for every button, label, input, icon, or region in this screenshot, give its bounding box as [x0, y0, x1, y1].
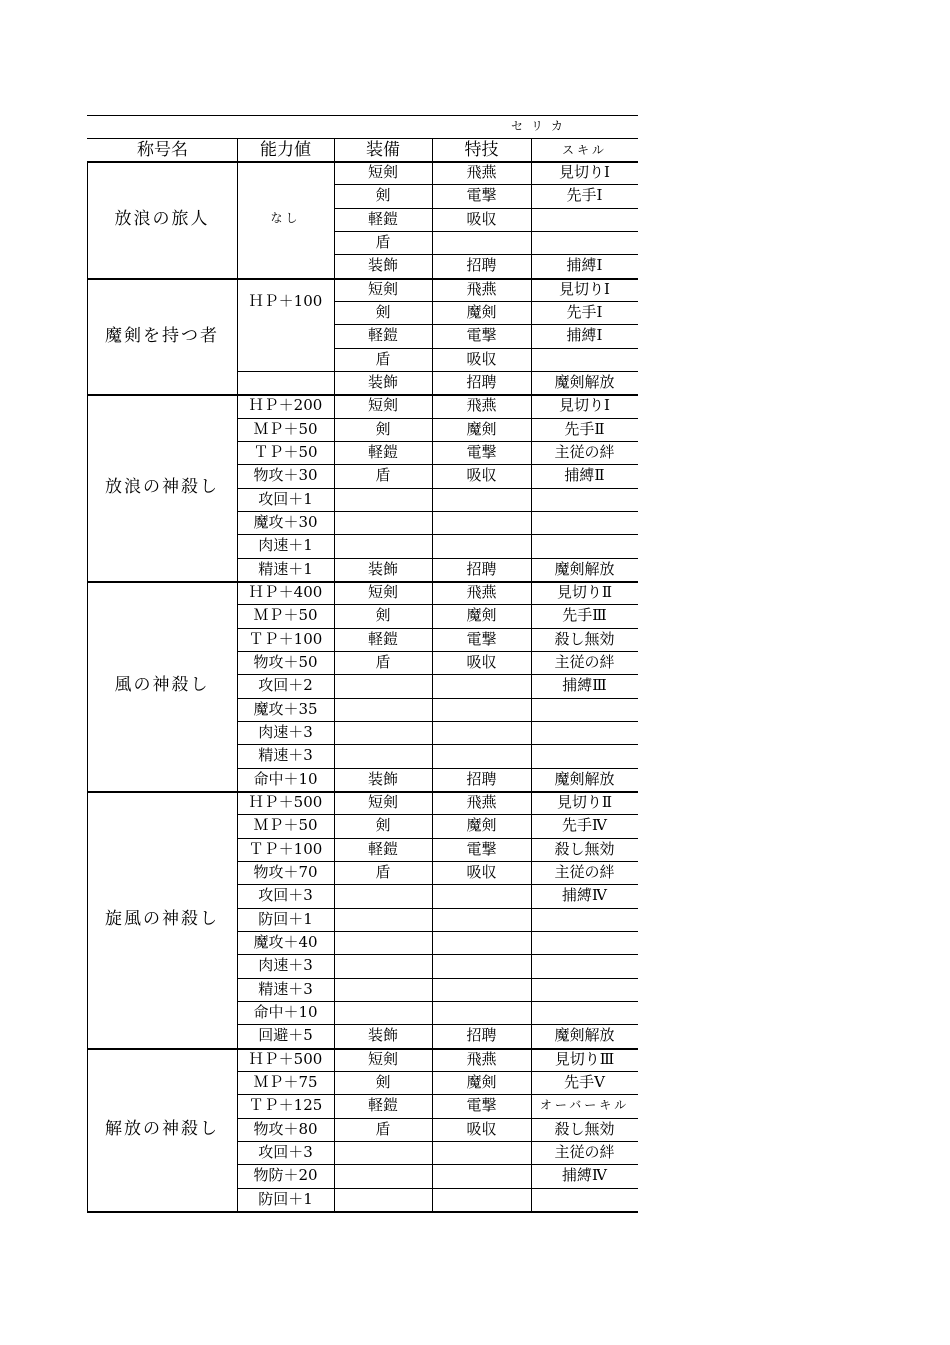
equipment-cell: 盾: [375, 1119, 391, 1138]
col-divider: [334, 161, 335, 278]
equipment-cell: 軽鎧: [367, 1096, 398, 1115]
stat-cell: 精速＋1: [258, 559, 313, 578]
row-border: [334, 534, 638, 535]
equipment-cell: 剣: [375, 302, 391, 321]
stat-row-border: [237, 558, 334, 559]
special-cell: 招聘: [466, 1026, 497, 1045]
equipment-cell: 短剣: [367, 1049, 398, 1068]
row-border: [334, 838, 638, 839]
header-title-name: 称号名: [137, 140, 188, 160]
equipment-cell: [334, 1001, 432, 1024]
skill-cell: 主従の絆: [554, 442, 615, 461]
special-cell: [432, 1001, 531, 1024]
stat-cell: 攻回＋2: [258, 676, 313, 695]
equipment-cell: 軽鎧: [367, 839, 398, 858]
table-left-border: [87, 791, 88, 1048]
col-divider: [237, 161, 238, 278]
stat-cell: 物攻＋30: [253, 466, 318, 485]
stat-row-border: [237, 861, 334, 862]
stat-cell: 物攻＋50: [253, 652, 318, 671]
equipment-cell: [334, 978, 432, 1001]
equipment-cell: 剣: [375, 186, 391, 205]
skill-cell: [531, 348, 638, 371]
equipment-cell: 装飾: [367, 769, 398, 788]
col-divider: [531, 1048, 532, 1211]
special-cell: [432, 978, 531, 1001]
stat-row-border: [237, 884, 334, 885]
stat-row-border: [237, 1118, 334, 1119]
special-cell: 招聘: [466, 559, 497, 578]
title-name: 解放の神殺し: [105, 1118, 219, 1139]
row-border: [334, 744, 638, 745]
row-border: [334, 184, 638, 185]
equipment-cell: 盾: [375, 466, 391, 485]
stat-cell: なし: [270, 211, 301, 225]
stat-cell: 攻回＋1: [258, 489, 313, 508]
col-divider: [334, 791, 335, 1048]
stat-cell: ＭＰ＋50: [253, 419, 318, 438]
row-border: [334, 931, 638, 932]
table-left-border: [87, 581, 88, 791]
equipment-cell: [334, 534, 432, 557]
row-border: [334, 674, 638, 675]
special-cell: [432, 698, 531, 721]
row-border: [334, 698, 638, 699]
stat-cell: ＴＰ＋100: [248, 839, 323, 858]
special-cell: 飛燕: [466, 396, 497, 415]
row-border: [334, 1141, 638, 1142]
stat-row-border: [237, 604, 334, 605]
special-cell: 飛燕: [466, 279, 497, 298]
row-border: [334, 721, 638, 722]
col-divider: [237, 791, 238, 1048]
row-border: [334, 488, 638, 489]
stat-cell: ＭＰ＋75: [253, 1072, 318, 1091]
row-border: [334, 814, 638, 815]
stat-cell: ＴＰ＋50: [253, 442, 318, 461]
title-name: 旋風の神殺し: [105, 908, 219, 929]
stat-cell: 攻回＋3: [258, 1142, 313, 1161]
skill-cell: 捕縛Ⅰ: [566, 326, 603, 345]
skill-cell: 先手Ⅴ: [564, 1072, 605, 1091]
title-name: 風の神殺し: [114, 674, 210, 695]
special-cell: 魔剣: [466, 1072, 497, 1091]
row-border: [334, 978, 638, 979]
stat-row-border: [237, 464, 334, 465]
equipment-cell: 短剣: [367, 163, 398, 181]
stat-row-border: [237, 1001, 334, 1002]
special-cell: [432, 1164, 531, 1187]
special-cell: 魔剣: [466, 816, 497, 835]
equipment-cell: 軽鎧: [367, 209, 398, 228]
equipment-cell: 盾: [375, 652, 391, 671]
special-cell: [432, 674, 531, 697]
skill-cell: 先手Ⅳ: [562, 816, 607, 835]
stat-row-border: [237, 674, 334, 675]
row-border: [334, 324, 638, 325]
special-cell: [432, 931, 531, 954]
stat-row-border: [237, 1071, 334, 1072]
equipment-cell: 短剣: [367, 279, 398, 298]
row-border: [334, 1024, 638, 1025]
skill-cell: [531, 208, 638, 231]
col-divider: [432, 161, 433, 278]
special-cell: 飛燕: [466, 582, 497, 601]
equipment-cell: 短剣: [367, 582, 398, 601]
row-border: [334, 1118, 638, 1119]
stat-cell: 物防＋20: [253, 1166, 318, 1185]
stat-cell: 魔攻＋40: [253, 932, 318, 951]
equipment-cell: [334, 674, 432, 697]
stat-cell: ＴＰ＋100: [248, 629, 323, 648]
equipment-cell: 装飾: [367, 559, 398, 578]
stat-cell: 物攻＋80: [253, 1119, 318, 1138]
special-cell: [432, 1188, 531, 1211]
stat-row-border: [237, 1094, 334, 1095]
skill-cell: 主従の絆: [554, 652, 615, 671]
equipment-cell: [334, 744, 432, 767]
skill-cell: 殺し無効: [554, 1119, 615, 1138]
row-border: [334, 371, 638, 372]
equipment-cell: 装飾: [367, 372, 398, 391]
skill-cell: 捕縛Ⅰ: [566, 256, 603, 275]
row-border: [334, 954, 638, 955]
stat-row-border: [237, 1024, 334, 1025]
special-cell: 招聘: [466, 256, 497, 275]
row-border: [334, 1164, 638, 1165]
special-cell: [432, 884, 531, 907]
row-border: [334, 1071, 638, 1072]
equipment-cell: [334, 931, 432, 954]
col-divider: [334, 1048, 335, 1211]
skill-cell: 主従の絆: [554, 1142, 615, 1161]
stat-cell: 命中＋10: [253, 1002, 318, 1021]
row-border: [334, 254, 638, 255]
title-name: 放浪の旅人: [114, 209, 210, 229]
skill-cell: [531, 1001, 638, 1024]
skill-cell: [531, 721, 638, 744]
stat-cell: ＨＰ＋500: [248, 1049, 323, 1068]
skill-cell: 魔剣解放: [554, 559, 615, 578]
equipment-cell: [334, 511, 432, 534]
stat-cell: 肉速＋3: [258, 956, 313, 975]
special-cell: [432, 744, 531, 767]
row-border: [334, 208, 638, 209]
row-border: [334, 418, 638, 419]
stat-row-border: [237, 744, 334, 745]
skill-cell: [531, 1188, 638, 1211]
equipment-cell: 軽鎧: [367, 442, 398, 461]
row-border: [334, 511, 638, 512]
stat-row-border: [237, 908, 334, 909]
skill-cell: 捕縛Ⅳ: [562, 886, 607, 905]
row-border: [334, 1188, 638, 1189]
col-divider: [237, 394, 238, 581]
col-divider: [432, 791, 433, 1048]
stat-row-border: [237, 488, 334, 489]
special-cell: 吸収: [466, 466, 497, 485]
stat-row-border: [237, 814, 334, 815]
skill-cell: 見切りⅠ: [559, 163, 610, 181]
character-name: セリカ: [511, 119, 571, 133]
group-border: [87, 1211, 638, 1213]
row-border: [334, 604, 638, 605]
col-divider: [432, 278, 433, 395]
skill-cell: 捕縛Ⅳ: [562, 1166, 607, 1185]
stat-row-border: [237, 978, 334, 979]
col-divider: [334, 278, 335, 395]
row-border: [334, 301, 638, 302]
table-left-border: [87, 278, 88, 395]
stat-cell: 魔攻＋35: [253, 699, 318, 718]
equipment-cell: 装飾: [367, 256, 398, 275]
stat-cell: ＨＰ＋400: [248, 582, 323, 601]
special-cell: 電撃: [466, 629, 497, 648]
equipment-cell: 剣: [375, 419, 391, 438]
equipment-cell: [334, 1188, 432, 1211]
skill-cell: 魔剣解放: [554, 372, 615, 391]
special-cell: 電撃: [466, 326, 497, 345]
skill-cell: 主従の絆: [554, 862, 615, 881]
header-skill: スキル: [562, 143, 607, 157]
stat-row-border: [237, 721, 334, 722]
stat-cell: 魔攻＋30: [253, 512, 318, 531]
skill-cell: [531, 698, 638, 721]
skill-cell: 先手Ⅰ: [566, 302, 603, 321]
stat-cell: ＭＰ＋50: [253, 816, 318, 835]
equipment-cell: [334, 721, 432, 744]
special-cell: [432, 488, 531, 511]
special-cell: 魔剣: [466, 302, 497, 321]
col-divider: [334, 394, 335, 581]
stat-row-border: [237, 628, 334, 629]
stat-row-border: [237, 931, 334, 932]
stat-cell: ＨＰ＋100: [248, 291, 323, 310]
equipment-cell: [334, 1164, 432, 1187]
stat-cell: ＴＰ＋125: [248, 1096, 323, 1115]
col-divider: [432, 1048, 433, 1211]
stat-row-border: [237, 418, 334, 419]
title-row-border: [87, 138, 638, 139]
equipment-cell: 盾: [375, 862, 391, 881]
stat-row-border: [237, 838, 334, 839]
row-border: [334, 1094, 638, 1095]
skill-cell: 見切りⅠ: [559, 279, 610, 298]
special-cell: 飛燕: [466, 1049, 497, 1068]
col-divider: [237, 581, 238, 791]
table-left-border: [87, 161, 88, 278]
stat-row-border: [237, 698, 334, 699]
equipment-cell: [334, 1141, 432, 1164]
special-cell: 飛燕: [466, 163, 497, 181]
stat-row-border: [237, 1164, 334, 1165]
special-cell: 電撃: [466, 839, 497, 858]
header-col-divider: [237, 138, 238, 161]
stat-cell: ＨＰ＋500: [248, 792, 323, 811]
skill-cell: [531, 978, 638, 1001]
row-border: [334, 768, 638, 769]
skill-cell: 見切りⅠ: [559, 396, 610, 415]
sheet-title: [87, 115, 638, 138]
skill-cell: [531, 231, 638, 254]
stat-row-border: [237, 954, 334, 955]
stat-row-border: [237, 651, 334, 652]
col-divider: [531, 791, 532, 1048]
stat-cell: ＭＰ＋50: [253, 606, 318, 625]
equipment-cell: [334, 908, 432, 931]
special-cell: 吸収: [466, 1119, 497, 1138]
row-border: [334, 628, 638, 629]
stat-cell: 肉速＋1: [258, 536, 313, 555]
special-cell: 吸収: [466, 652, 497, 671]
stat-cell: 命中＋10: [253, 769, 318, 788]
skill-cell: [531, 488, 638, 511]
equipment-cell: 短剣: [367, 792, 398, 811]
header-stats: 能力値: [260, 140, 311, 160]
header-equipment: 装備: [366, 140, 400, 160]
equipment-cell: 盾: [375, 349, 391, 368]
stat-row-border: [237, 441, 334, 442]
equipment-cell: 短剣: [367, 396, 398, 415]
special-cell: 電撃: [466, 442, 497, 461]
equipment-cell: 剣: [375, 606, 391, 625]
header-col-divider: [334, 138, 335, 161]
col-divider: [531, 161, 532, 278]
stat-row-border: [237, 534, 334, 535]
skill-cell: 捕縛Ⅱ: [564, 466, 605, 485]
special-cell: 魔剣: [466, 606, 497, 625]
col-divider: [432, 394, 433, 581]
special-cell: [432, 1141, 531, 1164]
special-cell: 飛燕: [466, 792, 497, 811]
table-left-border: [87, 394, 88, 581]
special-cell: 吸収: [466, 862, 497, 881]
skill-cell: [531, 744, 638, 767]
header-col-divider: [432, 138, 433, 161]
skill-cell: 魔剣解放: [554, 1026, 615, 1045]
row-border: [334, 884, 638, 885]
stat-row-border: [237, 1141, 334, 1142]
special-cell: [432, 511, 531, 534]
col-divider: [334, 581, 335, 791]
special-cell: 電撃: [466, 186, 497, 205]
row-border: [334, 231, 638, 232]
table-left-border: [87, 1048, 88, 1211]
stat-row-border: [237, 768, 334, 769]
equipment-cell: [334, 884, 432, 907]
special-cell: 電撃: [466, 1096, 497, 1115]
skill-cell: 見切りⅢ: [554, 1049, 615, 1068]
row-border: [334, 558, 638, 559]
skill-cell: [531, 908, 638, 931]
stat-cell: 精速＋3: [258, 746, 313, 765]
row-border: [334, 464, 638, 465]
special-cell: [432, 954, 531, 977]
special-cell: [432, 721, 531, 744]
table-top-border: [87, 115, 638, 116]
equipment-cell: 剣: [375, 816, 391, 835]
skill-cell: 魔剣解放: [554, 769, 615, 788]
stat-cell: 肉速＋3: [258, 722, 313, 741]
skill-cell: [531, 511, 638, 534]
col-divider: [531, 278, 532, 395]
special-cell: 招聘: [466, 372, 497, 391]
special-cell: [432, 908, 531, 931]
stat-cell: 防回＋1: [258, 1189, 313, 1208]
stat-cell: 精速＋3: [258, 979, 313, 998]
stat-cell: 攻回＋3: [258, 886, 313, 905]
col-divider: [237, 278, 238, 395]
special-cell: 吸収: [466, 209, 497, 228]
equipment-cell: 軽鎧: [367, 326, 398, 345]
skill-cell: 殺し無効: [554, 839, 615, 858]
equipment-cell: 軽鎧: [367, 629, 398, 648]
stat-cell: ＨＰ＋200: [248, 396, 323, 415]
special-cell: 招聘: [466, 769, 497, 788]
skill-cell: [531, 534, 638, 557]
stat-row-border: [237, 371, 334, 372]
equipment-cell: [334, 698, 432, 721]
row-border: [334, 1001, 638, 1002]
header-special: 特技: [464, 140, 499, 160]
skill-cell: 先手Ⅱ: [564, 419, 605, 438]
row-border: [334, 441, 638, 442]
stat-row-border: [237, 511, 334, 512]
row-border: [334, 861, 638, 862]
title-name: 魔剣を持つ者: [105, 325, 219, 346]
col-divider: [531, 581, 532, 791]
equipment-cell: 剣: [375, 1072, 391, 1091]
skill-cell: オーバーキル: [539, 1098, 630, 1113]
stat-cell: 物攻＋70: [253, 862, 318, 881]
special-cell: [432, 534, 531, 557]
stat-row-border: [237, 1188, 334, 1189]
row-border: [334, 908, 638, 909]
skill-cell: 殺し無効: [554, 629, 615, 648]
title-name: 放浪の神殺し: [105, 477, 219, 498]
equipment-cell: 盾: [375, 232, 391, 251]
skill-cell: 捕縛Ⅲ: [562, 676, 607, 695]
skill-cell: 見切りⅡ: [556, 582, 613, 601]
header-col-divider: [531, 138, 532, 161]
special-cell: 魔剣: [466, 419, 497, 438]
stat-cell: 回避＋5: [258, 1026, 313, 1045]
row-border: [334, 348, 638, 349]
skill-cell: [531, 954, 638, 977]
skill-cell: 見切りⅡ: [556, 792, 613, 811]
equipment-cell: 装飾: [367, 1026, 398, 1045]
stat-cell: 防回＋1: [258, 909, 313, 928]
special-cell: 吸収: [466, 349, 497, 368]
col-divider: [237, 1048, 238, 1211]
special-cell: [432, 231, 531, 254]
equipment-cell: [334, 488, 432, 511]
skill-cell: 先手Ⅰ: [566, 186, 603, 205]
col-divider: [432, 581, 433, 791]
equipment-cell: [334, 954, 432, 977]
col-divider: [531, 394, 532, 581]
skill-cell: [531, 931, 638, 954]
row-border: [334, 651, 638, 652]
skill-cell: 先手Ⅲ: [562, 606, 607, 625]
